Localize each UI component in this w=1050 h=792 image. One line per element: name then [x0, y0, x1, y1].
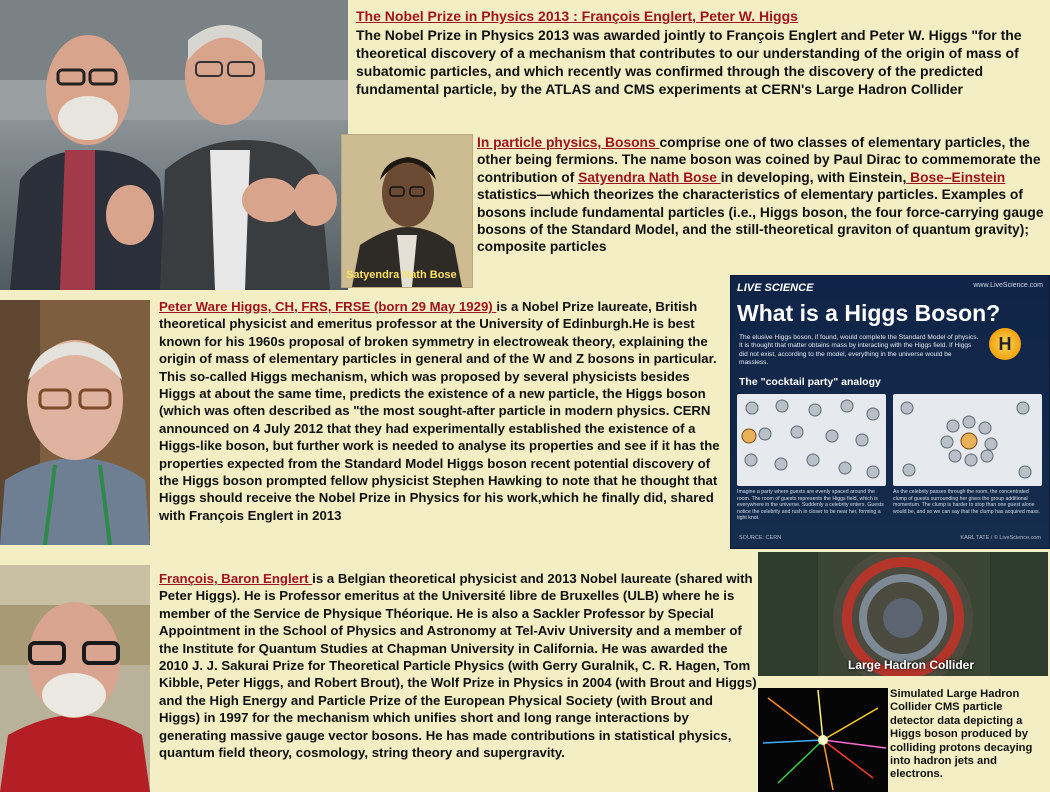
englert-photo [0, 565, 150, 792]
infographic-title: What is a Higgs Boson? [737, 300, 1001, 326]
nobel-laureates-photo [0, 0, 348, 290]
cms-caption: Simulated Large Hadron Collider CMS particle detector data depicting a Higgs boson produced by colliding protons decaying into hadron jets and electrons. [890, 688, 1033, 781]
party-caption-right: As the celebrity passes through the room, the concentrated clump of guests surrounding her gives the group additional momentum. The clump is harder to stop than one guest alone would be, and so we can say that the clump has acquired mass. [893, 489, 1041, 515]
nobel-summary: The Nobel Prize in Physics 2013 was awarded jointly to François Englert and Peter W. Higgs "for the theoretical discovery of a mechanism that contributes to our understanding of the origin of mass of subatomic particles, and which recently was confirmed through the discovery of the predicted fundamental particle, by the ATLAS and CMS experiments at CERN's Large Hadron Collider [356, 26, 1022, 97]
party-caption-left: Imagine a party where guests are evenly spaced around the room. The room of guests represents the Higgs field, which is everywhere in the universe. Suddenly a celebrity enters. Guests notice the celebrity and rush in closer to be near her, forming a tight knot. [737, 489, 884, 522]
higgs-paragraph [159, 298, 727, 524]
boson-paragraph [477, 134, 1047, 256]
infographic-credit: KARL TATE / © LiveScience.com [960, 535, 1041, 541]
h-symbol-label: H [998, 334, 1012, 354]
boson-text-3: statistics—which theorizes the characteristics of elementary particles. Examples of bosons include fundamental particles (i.e., Higgs boson, the four force-carrying gauge bosons of the Standard Model, and the still-theoretical graviton of quantum gravity); composite particles [477, 187, 1044, 255]
boson-link[interactable]: In particle physics, Bosons [477, 135, 660, 150]
bose-einstein-link[interactable]: Bose–Einstein [906, 169, 1006, 185]
boson-text-1: comprise one of two classes of elementary particles, the other being fermions. The name boson was coined by Paul Dirac to commemorate the contribution of [477, 135, 1041, 185]
higgs-link[interactable]: Peter Ware Higgs, CH, FRS, FRSE (born 29 May 1929) [159, 299, 497, 314]
lhc-photo [758, 552, 1048, 676]
cocktail-analogy-heading: The "cocktail party" analogy [739, 376, 881, 388]
higgs-photo [0, 300, 150, 545]
infographic-source: SOURCE: CERN [739, 535, 782, 541]
englert-link[interactable]: François, Baron Englert [159, 571, 313, 586]
bose-photo-caption: Satyendra Nath Bose [346, 269, 457, 281]
livescience-logo: LIVE SCIENCE [737, 282, 814, 294]
lhc-caption: Large Hadron Collider [848, 658, 975, 672]
englert-paragraph [159, 570, 757, 761]
boson-text-2: in developing, with Einstein, [720, 169, 907, 185]
higgs-text: is a Nobel Prize laureate, British theoretical physicist and emeritus professor at the University of Edinburgh.He is best known for his 1960s proposal of broken symmetry in electroweak theory, explaining the origin of mass of elementary particles in general and of the W and Z bosons in particular. This so-called Higgs mechanism, which was proposed by several physicists besides Higgs at about the same time, predicts the existence of a new particle, the Higgs boson (which was often described as "the most sought-after particle in modern physics. CERN announced on 4 July 2012 that they had experimentally established the existence of a Higgs-like boson, but further work is needed to analyse its properties and see if it has the properties expected from the Standard Model Higgs boson recent potential discovery of the Higgs boson prompted fellow physicist Stephen Hawking to note that he thought that Higgs should receive the Nobel Prize in Physics for his work,which he finally did, shared with François Englert in 2013 [159, 299, 720, 523]
h-symbol-icon [989, 328, 1021, 360]
higgs-boson-infographic [730, 275, 1050, 549]
livescience-site: www.LiveScience.com [973, 282, 1043, 289]
party-panel-left [737, 394, 886, 486]
cms-event-image [758, 688, 888, 792]
infographic-intro: The elusive Higgs boson, if found, would complete the Standard Model of physics. It is thought that matter obtains mass by interacting with the Higgs field. If Higgs did not exist, according to the model, everything in the universe would be massless. [739, 334, 979, 367]
party-panel-right [893, 394, 1042, 486]
englert-text: is a Belgian theoretical physicist and 2013 Nobel laureate (shared with Peter Higgs). He is Professor emeritus at the Université libre de Bruxelles (ULB) where he is member of the Service de Physique Théorique. He is also a Sackler Professor by Special Appointment in the School of Physics and Astronomy at Tel-Aviv University and a member of the Institute for Quantum Studies at Chapman University in California. He was awarded the 2010 J. J. Sakurai Prize for Theoretical Particle Physics (with Gerry Guralnik, C. R. Hagen, Tom Kibble, Peter Higgs, and Robert Brout), the Wolf Prize in Physics in 2004 (with Brout and Higgs) and the High Energy and Particle Prize of the European Physical Society (with Brout and Higgs) in 1997 for the mechanism which unifies short and long range interactions by generating massive gauge vector bosons. He has made contributions in statistical physics, quantum field theory, cosmology, string theory and supergravity. [159, 571, 757, 761]
bose-photo [341, 134, 473, 288]
nobel-title[interactable]: The Nobel Prize in Physics 2013 : François Englert, Peter W. Higgs [356, 8, 798, 24]
bose-link[interactable]: Satyendra Nath Bose [578, 169, 721, 185]
